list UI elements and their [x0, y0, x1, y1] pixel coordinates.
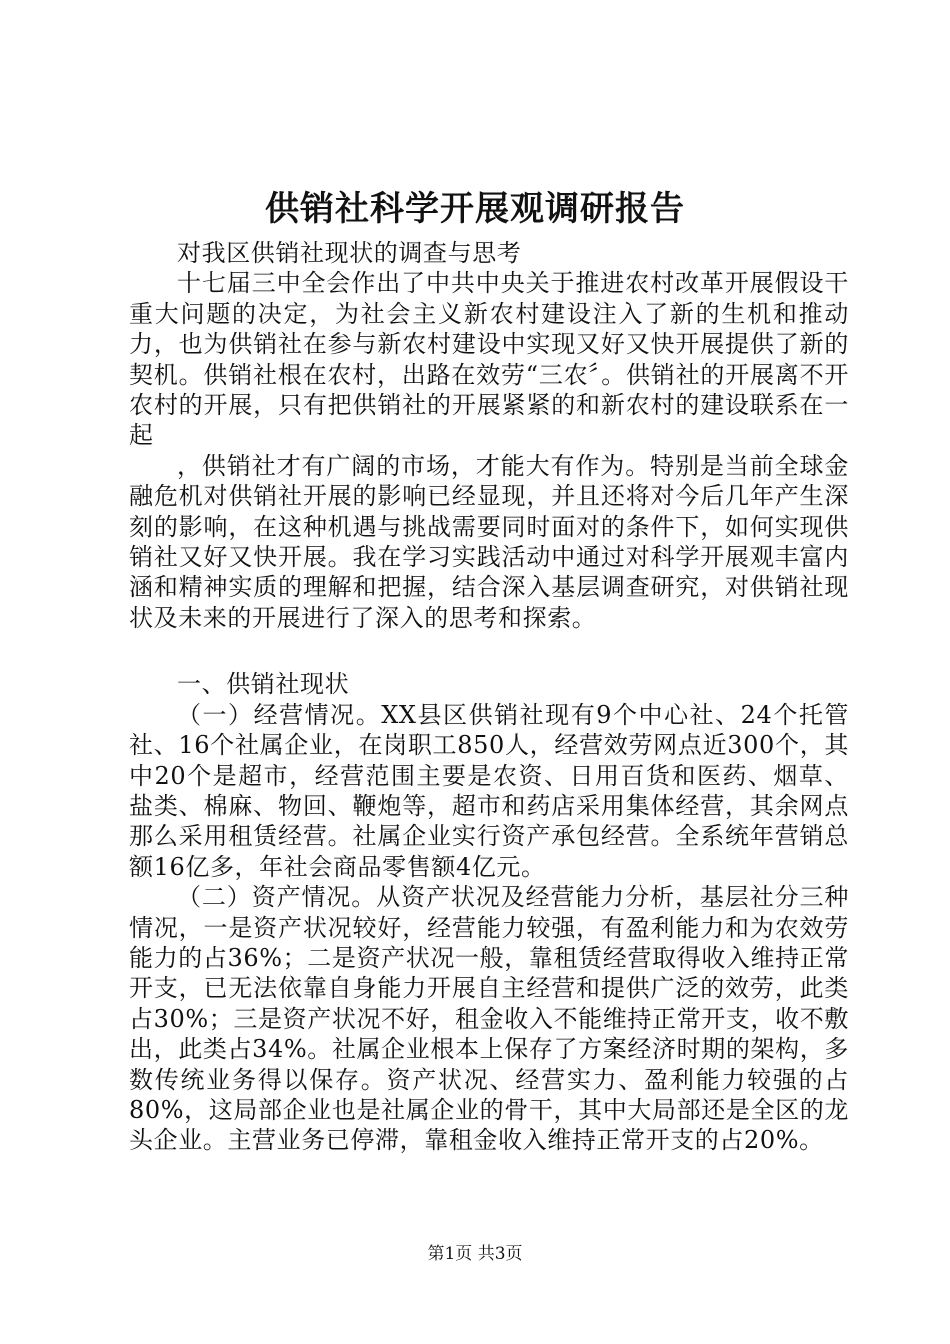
- body-paragraph: （二）资产情况。从资产状况及经营能力分析，基层社分三种情况，一是资产状况较好，经营能力较强，有盈利能力和为农效劳能力的占36%；二是资产状况一般，靠租赁经营取得收入维持正常开支，已无法依靠自身能力开展自主经营和提供广泛的效劳，此类占30%；三是资产状况不好，租金收入不能维持正常开支，收不敷出，此类占34%。社属企业根本上保存了方案经济时期的架构，多数传统业务得以保存。资产状况、经营实力、盈利能力较强的占80%，这局部企业也是社属企业的骨干，其中大局部还是全区的龙头企业。主营业务已停滞，靠租金收入维持正常开支的占20%。: [129, 883, 849, 1155]
- page-number-footer: 第1页 共3页: [427, 1244, 523, 1264]
- document-body: [129, 238, 849, 1156]
- subtitle-paragraph: 对我区供销社现状的调查与思考: [177, 239, 522, 267]
- section-heading: 一、供销社现状: [177, 670, 350, 699]
- body-paragraph: （一）经营情况。XX县区供销社现有9个中心社、24个托管社、16个社属企业，在岗职工850人，经营效劳网点近300个，其中20个是超市，经营范围主要是农资、日用百货和医药、烟草、盐类、棉麻、物回、鞭炮等，超市和药店采用集体经营，其余网点那么采用租赁经营。社属企业实行资产承包经营。全系统年营销总额16亿多，年社会商品零售额4亿元。: [129, 700, 849, 881]
- document-title: 供销社科学开展观调研报告: [265, 189, 685, 229]
- body-paragraph: 十七届三中全会作出了中共中央关于推进农村改革开展假设干重大问题的决定，为社会主义新农村建设注入了新的生机和推动力，也为供销社在参与新农村建设中实现又好又快开展提供了新的契机。供销社根在农村，出路在效劳“三农〞。供销社的开展离不开农村的开展，只有把供销社的开展紧紧的和新农村的建设联系在一起: [129, 269, 849, 450]
- body-paragraph: ，供销社才有广阔的市场，才能大有作为。特别是当前全球金融危机对供销社开展的影响已经显现，并且还将对今后几年产生深刻的影响，在这种机遇与挑战需要同时面对的条件下，如何实现供销社又好又快开展。我在学习实践活动中通过对科学开展观丰富内涵和精神实质的理解和把握，结合深入基层调查研究，对供销社现状及未来的开展进行了深入的思考和探索。: [129, 451, 849, 632]
